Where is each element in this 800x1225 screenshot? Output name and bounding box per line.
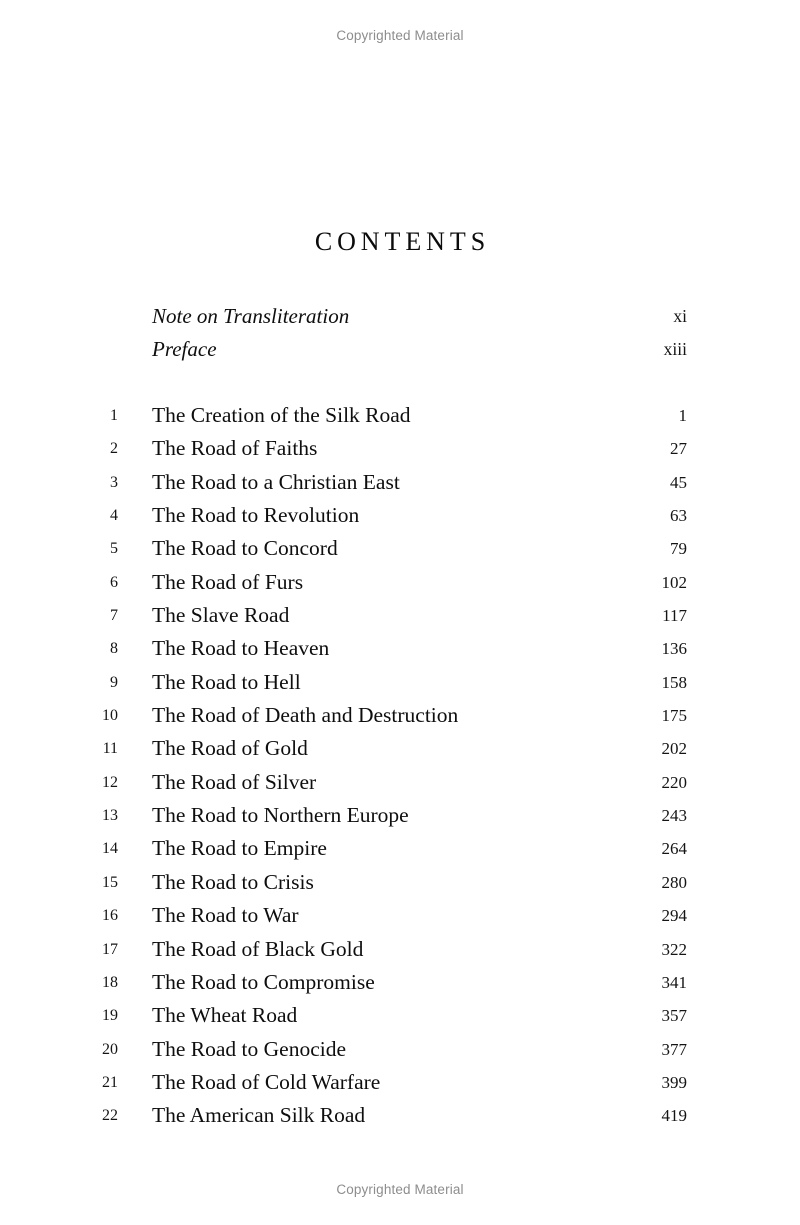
- chapter-number: 11: [102, 740, 118, 758]
- chapter-title[interactable]: The Road to Hell: [152, 669, 301, 694]
- page-number: 377: [661, 1039, 687, 1059]
- front-matter-label[interactable]: Note on Transliteration: [152, 304, 350, 328]
- chapter-number: 16: [102, 907, 118, 925]
- chapter-number: 22: [102, 1107, 118, 1125]
- front-matter-row[interactable]: [102, 333, 687, 366]
- chapter-number: 4: [110, 507, 118, 525]
- chapter-number: 21: [102, 1073, 118, 1091]
- chapter-row[interactable]: [102, 532, 687, 565]
- chapter-row[interactable]: [102, 399, 687, 432]
- chapter-row[interactable]: [102, 499, 687, 532]
- chapter-number: 9: [110, 673, 118, 691]
- front-matter-label[interactable]: Preface: [152, 337, 217, 362]
- page-number: 175: [661, 706, 687, 726]
- chapter-number: 7: [110, 607, 118, 625]
- chapter-row[interactable]: [102, 632, 687, 665]
- page-number: 322: [661, 939, 687, 959]
- page-number: 264: [661, 839, 687, 859]
- chapter-title[interactable]: The Road of Faiths: [152, 436, 318, 461]
- chapter-title[interactable]: The Road to War: [152, 903, 299, 928]
- chapter-title[interactable]: The Creation of the Silk Road: [152, 403, 411, 427]
- page-number: 158: [661, 672, 687, 692]
- copyright-watermark-bottom: Copyrighted Material: [336, 1182, 464, 1197]
- chapter-number: 17: [102, 940, 118, 958]
- chapter-row[interactable]: [102, 1033, 687, 1066]
- chapter-row[interactable]: [102, 832, 687, 865]
- chapter-title[interactable]: The Road to Heaven: [152, 636, 330, 661]
- chapter-row[interactable]: [102, 799, 687, 832]
- page-number: 294: [661, 906, 687, 926]
- page-title: CONTENTS: [314, 227, 491, 257]
- page-number: 79: [670, 539, 687, 559]
- chapter-title[interactable]: The Road of Furs: [152, 569, 304, 594]
- front-matter-list: [102, 300, 687, 367]
- chapter-row[interactable]: [102, 699, 687, 732]
- chapter-row[interactable]: [102, 966, 687, 999]
- chapter-row[interactable]: [102, 866, 687, 899]
- chapter-number: 18: [102, 973, 118, 991]
- chapter-title[interactable]: The Road to Revolution: [152, 503, 360, 528]
- chapter-title[interactable]: The Road of Cold Warfare: [152, 1069, 381, 1094]
- page-number: 243: [661, 806, 687, 826]
- chapter-title[interactable]: The Road of Death and Destruction: [152, 703, 459, 728]
- page-number: 1: [678, 406, 687, 425]
- page-number: 27: [670, 439, 687, 459]
- page-number: 102: [661, 572, 687, 592]
- page-number: 136: [661, 639, 687, 659]
- chapter-title[interactable]: The Road of Gold: [152, 736, 308, 761]
- page-number: 202: [661, 739, 687, 759]
- page-number: 399: [661, 1072, 687, 1092]
- chapter-number: 1: [110, 407, 118, 424]
- chapter-row[interactable]: [102, 1066, 687, 1099]
- chapter-number: 15: [102, 873, 118, 891]
- page-number: 45: [670, 472, 687, 492]
- page-number: 63: [670, 506, 687, 526]
- copyright-watermark-top: Copyrighted Material: [336, 28, 464, 43]
- chapter-title[interactable]: The Road to Concord: [152, 536, 338, 561]
- chapter-title[interactable]: The Slave Road: [152, 603, 290, 628]
- chapter-title[interactable]: The Road to Genocide: [152, 1036, 347, 1061]
- chapter-row[interactable]: [102, 432, 687, 465]
- chapter-title[interactable]: The Wheat Road: [152, 1003, 298, 1028]
- chapter-number: 2: [110, 440, 118, 458]
- chapter-row[interactable]: [102, 599, 687, 632]
- chapter-title[interactable]: The Road to a Christian East: [152, 469, 400, 494]
- chapter-list: [102, 399, 687, 1133]
- page-number: 117: [662, 606, 687, 626]
- chapter-title[interactable]: The Road to Northern Europe: [152, 803, 409, 828]
- chapter-number: 13: [102, 807, 118, 825]
- chapter-number: 5: [110, 540, 118, 558]
- chapter-row[interactable]: [102, 666, 687, 699]
- chapter-title[interactable]: The Road of Black Gold: [152, 936, 364, 961]
- chapter-title[interactable]: The Road of Silver: [152, 769, 317, 794]
- chapter-row[interactable]: [102, 1099, 687, 1132]
- chapter-number: 8: [110, 640, 118, 658]
- chapter-row[interactable]: [102, 732, 687, 765]
- chapter-title[interactable]: The Road to Empire: [152, 836, 327, 861]
- page-number: 357: [661, 1006, 687, 1026]
- chapter-number: 10: [102, 707, 118, 725]
- front-matter-row[interactable]: [102, 300, 687, 333]
- page-number: 419: [661, 1106, 687, 1126]
- chapter-number: 3: [110, 473, 118, 491]
- chapter-number: 20: [102, 1040, 118, 1058]
- chapter-row[interactable]: [102, 566, 687, 599]
- chapter-number: 6: [110, 573, 118, 591]
- page-number: xiii: [663, 339, 687, 360]
- chapter-title[interactable]: The American Silk Road: [152, 1103, 366, 1128]
- chapter-number: 12: [102, 773, 118, 791]
- chapter-title[interactable]: The Road to Compromise: [152, 969, 375, 994]
- chapter-number: 14: [102, 840, 118, 858]
- page-number: xi: [673, 306, 687, 326]
- page-number: 280: [661, 872, 687, 892]
- chapter-row[interactable]: [102, 766, 687, 799]
- chapter-row[interactable]: [102, 999, 687, 1032]
- chapter-row[interactable]: [102, 899, 687, 932]
- page-number: 341: [661, 972, 687, 992]
- chapter-number: 19: [102, 1007, 118, 1025]
- page-number: 220: [661, 772, 687, 792]
- chapter-row[interactable]: [102, 933, 687, 966]
- chapter-row[interactable]: [102, 466, 687, 499]
- chapter-title[interactable]: The Road to Crisis: [152, 869, 314, 894]
